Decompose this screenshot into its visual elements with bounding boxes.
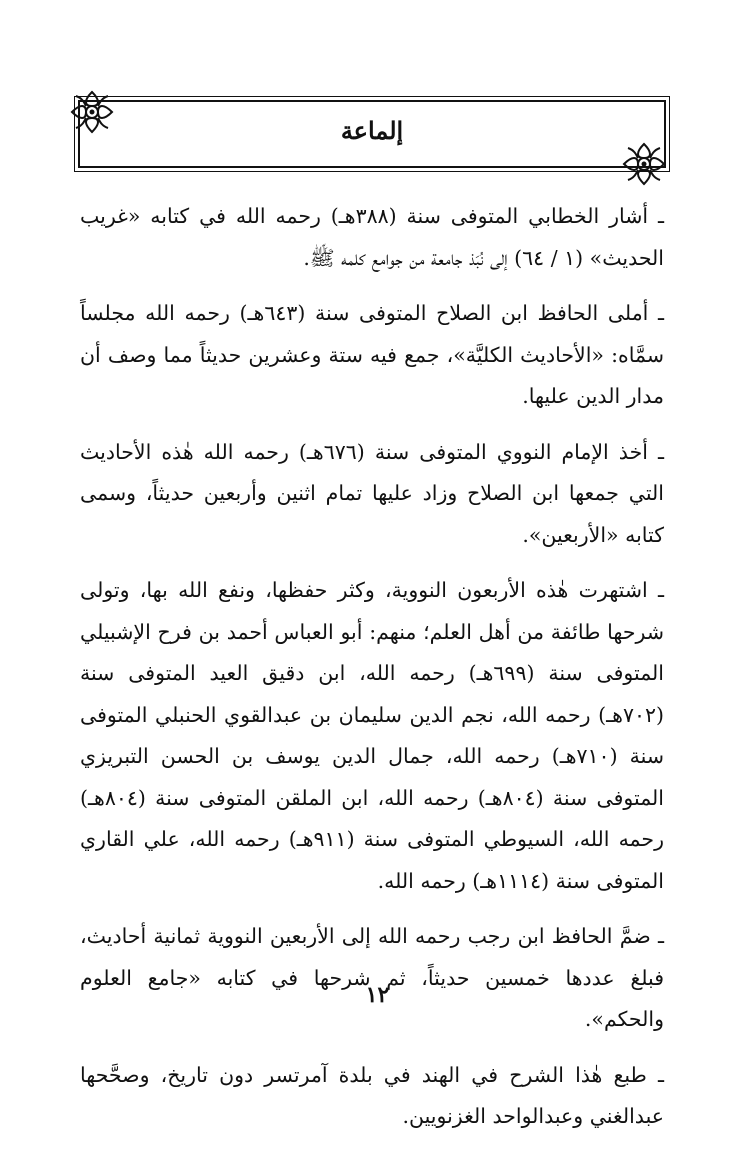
paragraph-ibn-rajab: ـ ضمَّ الحافظ ابن رجب رحمه الله إلى الأربعين النووية ثمانية أحاديث، فبلغ عددها خمسين حديثاً، ثم شرحها في كتابه «جامع العلوم والحكم». [80, 924, 664, 1031]
paragraph-nawawi: ـ أخذ الإمام النووي المتوفى سنة (٦٧٦هـ) رحمه الله هٰذه الأحاديث التي جمعها ابن الصلاح وزاد عليها تمام اثنين وأربعين حديثاً، وسمى كتابه «الأربعين». [80, 439, 664, 547]
paragraph-ibn-salah: ـ أملى الحافظ ابن الصلاح المتوفى سنة (٦٤٣هـ) رحمه الله مجلساً سمَّاه: «الأحاديث الكليَّة»، جمع فيه ستة وعشرين حديثاً مما وصف أن مدار الدين عليها. [80, 301, 664, 408]
paragraph-khattabi: ـ أشار الخطابي المتوفى سنة (٣٨٨هـ) رحمه الله في كتابه «غريب الحديث» (١ / ٦٤) إلى نُبَذ جامعة من جوامع كلمه ﷺ. [80, 204, 664, 270]
paragraph-printing: ـ طبع هٰذا الشرح في الهند في بلدة آمرتسر دون تاريخ، وصحَّحها عبدالغني وعبدالواحد الغزنويين. [80, 1062, 664, 1128]
page-body [80, 196, 664, 1152]
paragraph-commentators: ـ اشتهرت هٰذه الأربعون النووية، وكثر حفظها، ونفع الله بها، وتولى شرحها طائفة من أهل العلم؛ منهم: أبو العباس أحمد بن فرح الإشبيلي المتوفى سنة (٦٩٩هـ) رحمه الله، ابن دقيق العيد المتوفى سنة (٧٠٢هـ) رحمه الله، نجم الدين سليمان بن عبدالقوي الحنبلي المتوفى سنة (٧١٠هـ) رحمه الله، جمال الدين يوسف بن الحسن التبريزي المتوفى سنة (٨٠٤هـ) رحمه الله، ابن الملقن المتوفى سنة (٨٠٤هـ) رحمه الله، السيوطي المتوفى سنة (٩١١هـ) رحمه الله، علي القاري المتوفى سنة (١١١٤هـ) رحمه الله. [80, 578, 665, 893]
chapter-title: إلماعة [340, 116, 404, 145]
chapter-header-frame [78, 100, 666, 168]
page-number: ١٢ [365, 982, 390, 1008]
